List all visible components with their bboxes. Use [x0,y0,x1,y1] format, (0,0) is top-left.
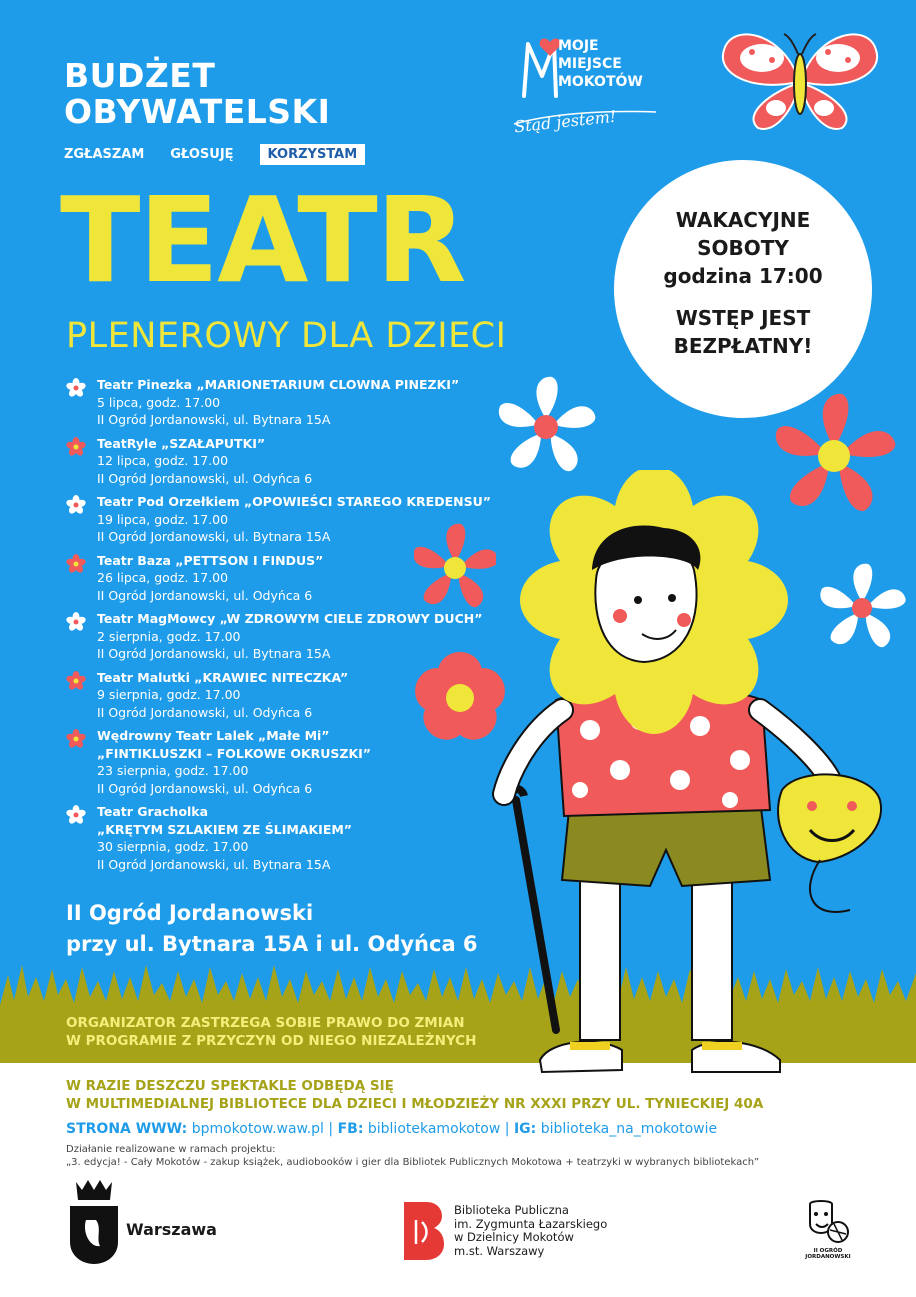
moje-miejsce-mokotow-logo [510,36,660,146]
step-korzystam: KORZYSTAM [260,144,366,165]
budzet-line1: BUDŻET [64,56,216,95]
white-flower-icon [66,612,86,632]
circle-soboty: SOBOTY [697,236,789,260]
butterfly-illustration [712,22,888,134]
white-flower-icon [66,378,86,398]
theater-masks-icon [798,1196,858,1248]
warsaw-crest-icon [66,1176,122,1266]
event-title: Teatr Baza „PETTSON I FINDUS” [97,552,324,568]
venue-line1: II Ogród Jordanowski [66,901,314,925]
logo-text-mokotow: MOKOTÓW [558,74,643,90]
project-info [66,1143,759,1169]
event-date: 12 lipca, godz. 17.00 [97,453,229,468]
bib-line1: Biblioteka Publiczna [454,1203,569,1217]
event-title: Teatr Pod Orzełkiem „OPOWIEŚCI STAREGO KREDENSU” [97,494,491,509]
ig-link[interactable]: biblioteka_na_mokotowie [540,1121,718,1137]
fb-link[interactable]: bibliotekamokotow [367,1121,501,1137]
event-item [66,669,526,722]
flower-boy-illustration [470,470,890,1090]
red-flower-icon [66,729,86,749]
organizer-line1: ORGANIZATOR ZASTRZEGA SOBIE PRAWO DO ZMIAN [66,1015,465,1031]
step-glosuje: GŁOSUJĘ [170,147,234,162]
rain-note [66,1077,763,1113]
organizer-line2: W PROGRAMIE Z PRZYCZYN OD NIEGO NIEZALEŻNYCH [66,1033,477,1049]
event-item [66,435,526,488]
event-place: II Ogród Jordanowski, ul. Odyńca 6 [97,704,313,720]
event-title: Teatr Pinezka „MARIONETARIUM CLOWNA PINEZKI” [97,377,460,392]
red-flower-icon [66,437,86,457]
ig-label: IG: [513,1121,537,1137]
separator: | [500,1121,514,1137]
separator: | [323,1121,338,1137]
www-label: STRONA WWW: [66,1121,188,1137]
event-item [66,376,526,429]
white-flower-icon [66,495,86,515]
event-item [66,803,526,873]
circle-wakacyjne: WAKACYJNE [675,208,811,232]
circle-godzina: godzina 17:00 [663,264,823,288]
event-place: II Ogród Jordanowski, ul. Odyńca 6 [97,587,313,603]
event-place: II Ogród Jordanowski, ul. Bytnara 15A [97,412,331,427]
biblioteka-logo [402,1200,662,1270]
event-place: II Ogród Jordanowski, ul. Bytnara 15A [97,646,331,661]
event-date: 2 sierpnia, godz. 17.00 [97,628,241,644]
event-title: Teatr MagMowcy „W ZDROWYM CIELE ZDROWY DUCH” [97,611,483,626]
event-title-line2: „FINTIKLUSZKI – FOLKOWE OKRUSZKI” [97,745,372,761]
event-place: II Ogród Jordanowski, ul. Bytnara 15A [97,856,331,872]
warszawa-logo [66,1176,236,1266]
teatr-title: TEATR [60,171,465,309]
warszawa-text: Warszawa [126,1220,217,1239]
bib-line3: w Dzielnicy Mokotów [454,1230,574,1244]
event-item [66,610,526,663]
project-line1: Działanie realizowane w ramach projektu: [66,1144,276,1155]
ogrod-line2: JORDANOWSKI [805,1254,851,1260]
organizer-note [66,1014,476,1050]
venue-info [66,898,478,960]
budzet-obywatelski-title [64,58,330,130]
logo-text-miejsce: MIEJSCE [558,56,622,72]
biblioteka-b-icon [402,1200,444,1262]
event-place: II Ogród Jordanowski, ul. Odyńca 6 [97,470,313,486]
circle-wstep: WSTĘP JEST [675,306,811,330]
event-date: 26 lipca, godz. 17.00 [97,570,229,585]
fb-label: FB: [337,1121,364,1137]
event-date: 23 sierpnia, godz. 17.00 [97,763,249,778]
event-title-line2: „KRĘTYM SZLAKIEM ZE ŚLIMAKIEM” [97,821,353,837]
event-item [66,727,526,797]
venue-line2: przy ul. Bytnara 15A i ul. Odyńca 6 [66,932,478,956]
event-title: Teatr Gracholka [97,804,209,819]
info-circle [614,160,872,418]
red-flower-icon [66,671,86,691]
event-title: Wędrowny Teatr Lalek „Małe Mi” [97,728,330,743]
budget-steps [64,144,365,165]
project-line2: „3. edycja! - Cały Mokotów - zakup książek, audiobooków i gier dla Bibliotek Publicznych Mokotowa + teatrzyki w wybranych bibliotekach” [66,1157,760,1168]
logo-tagline: Stąd jestem! [513,106,618,137]
event-date: 19 lipca, godz. 17.00 [97,511,229,527]
circle-bezplatny: BEZPŁATNY! [673,334,813,358]
event-date: 5 lipca, godz. 17.00 [97,394,221,410]
event-date: 9 sierpnia, godz. 17.00 [97,687,241,702]
budzet-line2: OBYWATELSKI [64,92,331,131]
program-list [66,376,526,879]
white-flower-icon [66,805,86,825]
event-title: Teatr Malutki „KRAWIEC NITECZKA” [97,669,349,685]
contact-links [66,1121,717,1137]
step-zglaszam: ZGŁASZAM [64,147,145,162]
rain-line2: W MULTIMEDIALNEJ BIBLIOTECE DLA DZIECI I MŁODZIEŻY NR XXXI PRZY UL. TYNIECKIEJ 40A [66,1096,764,1112]
rain-line1: W RAZIE DESZCZU SPEKTAKLE ODBĘDĄ SIĘ [66,1078,394,1094]
event-item [66,552,526,605]
event-date: 30 sierpnia, godz. 17.00 [97,839,249,854]
bib-line2: im. Zygmunta Łazarskiego [454,1216,608,1231]
logo-text-moje: MOJE [558,38,599,54]
red-flower-icon [66,554,86,574]
event-place: II Ogród Jordanowski, ul. Bytnara 15A [97,529,331,544]
event-place: II Ogród Jordanowski, ul. Odyńca 6 [97,780,313,796]
ogrod-line1: II OGRÓD [813,1248,843,1254]
event-title: TeatRyle „SZAŁAPUTKI” [97,435,266,451]
ogrod-jordanowski-logo [798,1196,858,1262]
event-item [66,493,526,546]
www-link[interactable]: bpmokotow.waw.pl [191,1121,324,1137]
bib-line4: m.st. Warszawy [454,1243,545,1258]
plenerowy-subtitle: PLENEROWY DLA DZIECI [66,316,507,356]
